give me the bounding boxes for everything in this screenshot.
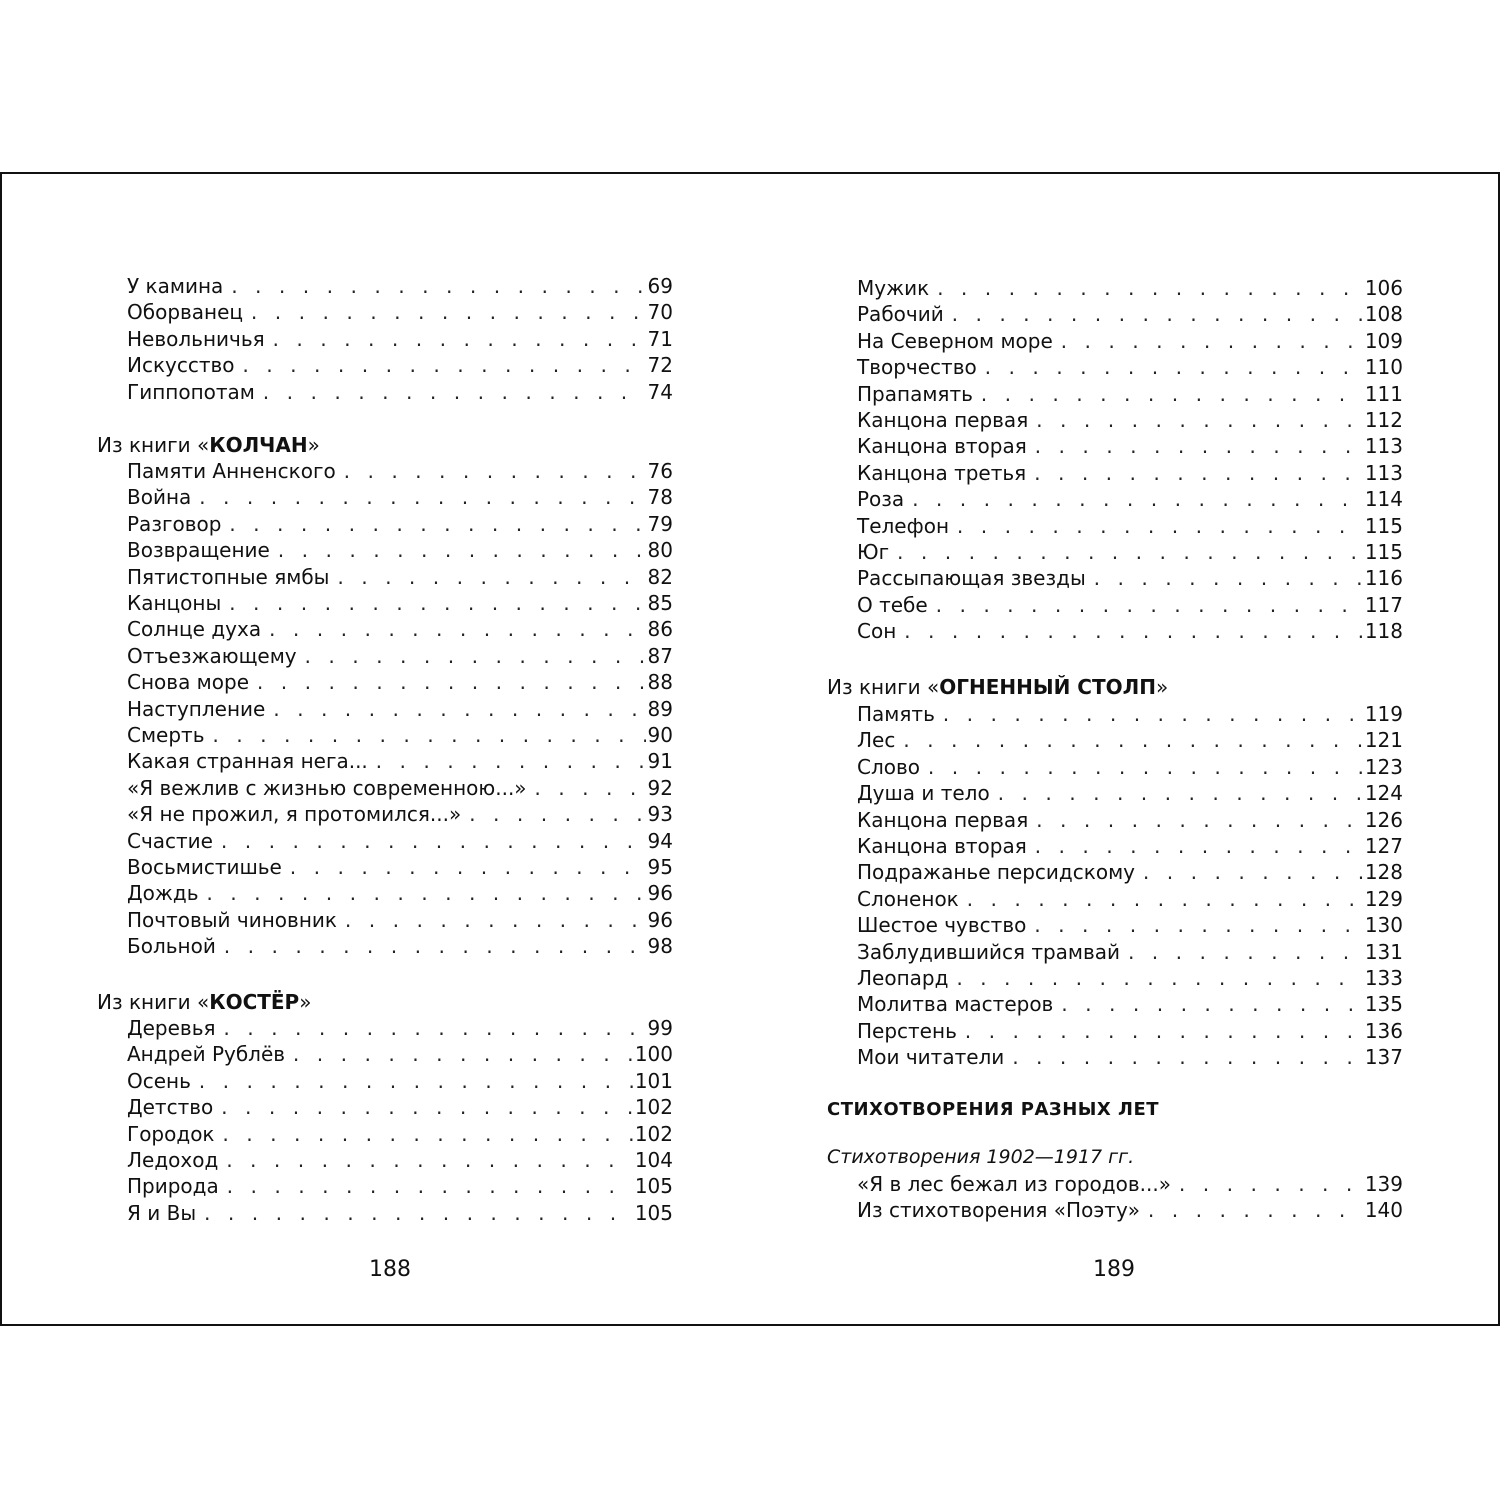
toc-entry-title: Солнце духа	[127, 617, 262, 642]
toc-entry	[127, 299, 673, 325]
toc-entry-page: 88	[647, 670, 673, 695]
toc-entry-title: Ледоход	[127, 1148, 219, 1172]
dot-leader	[291, 1043, 633, 1069]
toc-entry	[127, 1041, 673, 1067]
toc-entry-page: 109	[1364, 328, 1403, 353]
toc-entry	[857, 965, 1403, 991]
dot-leader	[895, 541, 1363, 567]
dot-leader	[271, 328, 646, 354]
toc-entry	[127, 722, 673, 748]
toc-entry	[857, 833, 1403, 859]
toc-entry-page: 116	[1364, 566, 1403, 591]
toc-entry	[127, 379, 673, 405]
toc-entry	[127, 1200, 673, 1226]
dot-leader	[227, 592, 645, 618]
toc-entry-page: 102	[634, 1095, 673, 1120]
toc-entry-title: Разговор	[127, 511, 222, 536]
toc-entry-title: Искусство	[127, 353, 235, 378]
toc-entry-title: Юг	[857, 540, 890, 564]
toc-entry-title: Дождь	[127, 881, 199, 906]
toc-entry-page: 74	[647, 379, 673, 404]
toc-entry-page: 89	[647, 696, 673, 721]
dot-leader	[902, 620, 1363, 646]
dot-leader	[219, 830, 646, 856]
toc-entry-page: 101	[634, 1068, 673, 1093]
toc-entry-title: Гиппопотам	[127, 379, 255, 404]
toc-entry-page: 82	[647, 564, 673, 589]
dot-leader	[1010, 1046, 1363, 1072]
dot-leader	[197, 1070, 633, 1096]
toc-entry-page: 127	[1364, 834, 1403, 858]
dot-leader	[288, 856, 646, 882]
toc-entry-page: 70	[647, 300, 673, 325]
toc-entry-title: Канцона первая	[857, 807, 1029, 832]
toc-entry-page: 104	[634, 1148, 673, 1172]
toc-entry	[857, 912, 1403, 938]
toc-entry-page: 79	[647, 511, 673, 536]
dot-leader	[1059, 330, 1363, 356]
dot-leader	[335, 566, 645, 592]
toc-entry-title: Перстень	[857, 1018, 957, 1043]
toc-entry-page: 139	[1364, 1172, 1403, 1196]
toc-entry-title: Детство	[127, 1095, 214, 1120]
dot-leader	[533, 777, 646, 803]
toc-entry	[127, 801, 673, 827]
toc-entry	[857, 727, 1403, 753]
dot-leader	[211, 724, 646, 750]
toc-entry	[857, 1018, 1403, 1044]
toc-entry-page: 92	[647, 775, 673, 800]
toc-entry-page: 94	[647, 828, 673, 853]
dot-leader	[1177, 1173, 1363, 1199]
dot-leader	[965, 888, 1363, 914]
toc-entry	[127, 828, 673, 854]
toc-entry	[857, 859, 1403, 885]
book-title: КОСТЁР	[209, 990, 300, 1014]
toc-entry-title: Деревья	[127, 1016, 216, 1040]
toc-entry-page: 135	[1364, 992, 1403, 1017]
toc-entry-title: Телефон	[857, 513, 950, 538]
toc-entry-page: 110	[1364, 355, 1403, 380]
toc-entry-title: Сон	[857, 619, 897, 644]
toc-entry-page: 123	[1364, 754, 1403, 779]
dot-leader	[950, 303, 1363, 329]
toc-entry	[127, 880, 673, 906]
toc-entry	[857, 301, 1403, 327]
toc-entry	[857, 539, 1403, 565]
toc-entry	[127, 643, 673, 669]
toc-entry-title: Из стихотворения «Поэту»	[857, 1198, 1141, 1223]
toc-entry	[857, 701, 1403, 727]
toc-entry	[857, 1171, 1403, 1197]
toc-entry-title: О тебе	[857, 592, 928, 617]
toc-entry-page: 102	[634, 1121, 673, 1146]
dot-leader	[221, 1123, 633, 1149]
toc-entry-title: Канцона вторая	[857, 834, 1027, 858]
toc-entry-page: 99	[647, 1016, 673, 1040]
toc-entry-page: 93	[647, 802, 673, 827]
toc-entry-page: 100	[634, 1042, 673, 1067]
dot-leader	[1034, 809, 1363, 835]
dot-leader	[954, 967, 1362, 993]
toc-entry-page: 71	[647, 326, 673, 351]
dot-leader	[225, 1175, 633, 1201]
dot-leader	[1059, 993, 1362, 1019]
toc-entry-title: Память	[857, 702, 935, 726]
page-number: 189	[1093, 1257, 1135, 1282]
dot-leader	[303, 645, 646, 671]
toc-entry-page: 118	[1364, 619, 1403, 644]
dot-leader	[255, 671, 646, 697]
toc-entry-title: Я и Вы	[127, 1200, 197, 1225]
toc-entry-title: Природа	[127, 1174, 219, 1199]
toc-entry	[127, 537, 673, 563]
book-spread	[0, 172, 1500, 1326]
dot-leader	[229, 275, 645, 301]
dot-leader	[1033, 435, 1363, 461]
dot-leader	[227, 513, 645, 539]
toc-entry-page: 105	[634, 1200, 673, 1225]
section-heading-koster	[97, 989, 311, 1015]
toc-entry	[127, 854, 673, 880]
section-prefix: Из книги «	[97, 433, 210, 457]
toc-entry-page: 119	[1364, 702, 1403, 726]
book-title: ОГНЕННЫЙ СТОЛП	[939, 675, 1156, 699]
dot-leader	[261, 381, 646, 407]
toc-entry-title: Канцона вторая	[857, 434, 1027, 459]
dot-leader	[955, 515, 1363, 541]
toc-entry-title: Восьмистишье	[127, 855, 282, 879]
toc-entry	[857, 407, 1403, 433]
toc-entry-title: Почтовый чиновник	[127, 907, 337, 932]
toc-entry	[857, 780, 1403, 806]
toc-entry-title: Канцона третья	[857, 460, 1027, 485]
toc-entry-title: Творчество	[857, 355, 977, 380]
dot-leader	[983, 356, 1363, 382]
toc-entry-title: Слово	[857, 754, 921, 779]
dot-leader	[935, 277, 1363, 303]
section-heading-kolchan	[97, 432, 320, 458]
dot-leader	[926, 756, 1363, 782]
section-suffix: »	[307, 433, 320, 457]
toc-entry-page: 140	[1364, 1198, 1403, 1223]
toc-entry	[857, 354, 1403, 380]
toc-entry-title: Счастие	[127, 828, 213, 853]
toc-entry-title: На Северном море	[857, 328, 1053, 353]
toc-entry-title: Шестое чувство	[857, 913, 1027, 938]
toc-entry-title: «Я не прожил, я протомился...»	[127, 802, 462, 827]
toc-entry-page: 113	[1364, 434, 1403, 459]
toc-entry-page: 126	[1364, 807, 1403, 832]
subsection-heading: Стихотворения 1902—1917 гг.	[827, 1146, 1135, 1168]
toc-entry-page: 96	[647, 907, 673, 932]
toc-entry	[127, 1068, 673, 1094]
dot-leader	[1141, 861, 1363, 887]
dot-leader	[343, 909, 646, 935]
toc-entry	[127, 1094, 673, 1120]
toc-entry-page: 114	[1364, 487, 1403, 512]
dot-leader	[222, 1017, 646, 1043]
toc-entry-page: 136	[1364, 1018, 1403, 1043]
toc-entry	[857, 433, 1403, 459]
toc-entry	[857, 592, 1403, 618]
toc-entry	[857, 328, 1403, 354]
toc-entry-page: 69	[647, 274, 673, 298]
dot-leader	[202, 1202, 633, 1228]
toc-entry-page: 80	[647, 538, 673, 563]
toc-entry-title: Оборванец	[127, 300, 244, 325]
toc-entry-title: Роза	[857, 487, 905, 512]
dot-leader	[224, 1149, 633, 1175]
toc-entry	[127, 616, 673, 642]
toc-entry	[857, 886, 1403, 912]
toc-entry	[127, 590, 673, 616]
toc-entry-title: Снова море	[127, 670, 250, 695]
toc-entry-title: Прапамять	[857, 381, 973, 406]
toc-entry-title: Лес	[857, 728, 896, 753]
toc-entry	[127, 352, 673, 378]
dot-leader	[1034, 409, 1363, 435]
toc-entry-title: Душа и тело	[857, 781, 990, 806]
toc-entry-title: Рабочий	[857, 302, 944, 327]
toc-entry-title: Невольничья	[127, 326, 265, 351]
toc-entry-page: 76	[647, 459, 673, 483]
toc-entry	[857, 513, 1403, 539]
dot-leader	[342, 460, 646, 486]
dot-leader	[467, 803, 645, 829]
dot-leader	[979, 383, 1363, 409]
toc-entry	[857, 381, 1403, 407]
toc-entry-title: Памяти Анненского	[127, 459, 336, 483]
toc-entry-page: 105	[634, 1174, 673, 1199]
toc-entry	[857, 991, 1403, 1017]
toc-entry	[857, 486, 1403, 512]
toc-entry-page: 130	[1364, 913, 1403, 938]
toc-entry	[857, 618, 1403, 644]
dot-leader	[996, 782, 1363, 808]
dot-leader	[374, 750, 646, 776]
toc-entry-title: «Я вежлив с жизнью современною...»	[127, 775, 527, 800]
toc-entry	[857, 275, 1403, 301]
toc-entry-page: 128	[1364, 860, 1403, 885]
toc-entry	[127, 326, 673, 352]
toc-entry-page: 113	[1364, 460, 1403, 485]
dot-leader	[219, 1096, 633, 1122]
toc-entry	[127, 484, 673, 510]
dot-leader	[1032, 914, 1362, 940]
toc-entry-title: Подражанье персидскому	[857, 860, 1135, 885]
toc-entry-title: Слоненок	[857, 886, 959, 911]
toc-entry-page: 85	[647, 591, 673, 615]
toc-entry-title: Возвращение	[127, 538, 270, 563]
toc-entry-page: 86	[647, 617, 673, 642]
toc-entry	[857, 460, 1403, 486]
toc-entry-page: 87	[647, 643, 673, 668]
toc-entry	[127, 933, 673, 959]
toc-entry-title: Отъезжающему	[127, 643, 297, 668]
section-heading-ognenny-stolp	[827, 674, 1168, 700]
toc-entry-title: Смерть	[127, 723, 205, 747]
dot-leader	[941, 703, 1363, 729]
toc-entry-page: 106	[1364, 276, 1403, 300]
toc-entry-title: Пятистопные ямбы	[127, 564, 330, 589]
toc-entry	[857, 939, 1403, 965]
dot-leader	[205, 882, 646, 908]
section-suffix: »	[299, 990, 312, 1014]
toc-entry-title: Мужик	[857, 276, 930, 300]
toc-entry-page: 108	[1364, 302, 1403, 327]
toc-entry	[127, 1173, 673, 1199]
toc-entry-page: 112	[1364, 408, 1403, 432]
dot-leader	[271, 698, 645, 724]
dot-leader	[963, 1020, 1363, 1046]
toc-entry-title: Канцоны	[127, 591, 222, 615]
toc-entry-title: «Я в лес бежал из городов...»	[857, 1172, 1171, 1196]
dot-leader	[276, 539, 646, 565]
toc-entry-title: Андрей Рублёв	[127, 1042, 286, 1067]
toc-entry	[127, 748, 673, 774]
toc-entry	[127, 1121, 673, 1147]
book-title: КОЛЧАН	[209, 433, 308, 457]
toc-entry	[857, 565, 1403, 591]
toc-entry-page: 96	[647, 881, 673, 906]
toc-entry-page: 95	[647, 855, 673, 879]
toc-entry-title: Заблудившийся трамвай	[857, 939, 1121, 964]
toc-entry-page: 72	[647, 353, 673, 378]
toc-entry	[127, 907, 673, 933]
dot-leader	[1092, 567, 1363, 593]
toc-entry-page: 124	[1364, 781, 1403, 806]
toc-entry-page: 121	[1364, 728, 1403, 753]
toc-entry	[857, 754, 1403, 780]
toc-entry	[127, 1147, 673, 1173]
toc-entry	[127, 458, 673, 484]
toc-entry	[127, 669, 673, 695]
dot-leader	[1146, 1199, 1363, 1225]
toc-entry-page: 115	[1364, 540, 1403, 564]
toc-entry-title: Молитва мастеров	[857, 992, 1054, 1017]
toc-entry-title: Канцона первая	[857, 408, 1029, 432]
toc-entry-page: 78	[647, 485, 673, 510]
page-number: 188	[369, 1257, 411, 1282]
toc-entry-title: Мои читатели	[857, 1045, 1005, 1070]
dot-leader	[1126, 941, 1363, 967]
section-suffix: »	[1155, 675, 1169, 699]
section-heading-raznyh-let: СТИХОТВОРЕНИЯ РАЗНЫХ ЛЕТ	[827, 1099, 1160, 1120]
section-prefix: Из книги «	[97, 990, 210, 1014]
toc-entry-page: 137	[1364, 1045, 1403, 1070]
dot-leader	[241, 354, 646, 380]
toc-entry	[127, 696, 673, 722]
dot-leader	[910, 488, 1363, 514]
toc-entry-page: 111	[1364, 381, 1403, 406]
toc-entry	[127, 775, 673, 801]
toc-entry-title: Больной	[127, 934, 216, 959]
toc-entry-title: У камина	[127, 274, 224, 298]
dot-leader	[249, 301, 646, 327]
toc-entry	[127, 273, 673, 299]
dot-leader	[197, 486, 645, 512]
dot-leader	[934, 594, 1363, 620]
toc-entry-title: Наступление	[127, 696, 266, 721]
toc-entry-title: Городок	[127, 1121, 215, 1146]
dot-leader	[901, 729, 1362, 755]
toc-entry-title: Осень	[127, 1068, 191, 1093]
toc-entry-page: 133	[1364, 966, 1403, 990]
dot-leader	[222, 935, 646, 961]
dot-leader	[267, 618, 645, 644]
toc-entry-page: 98	[647, 934, 673, 959]
toc-entry	[857, 807, 1403, 833]
toc-entry-title: Рассыпающая звезды	[857, 566, 1086, 591]
toc-entry-page: 115	[1364, 513, 1403, 538]
toc-entry	[857, 1044, 1403, 1070]
toc-entry-title: Какая странная нега...	[127, 749, 368, 774]
toc-entry-page: 131	[1364, 939, 1403, 964]
dot-leader	[1032, 462, 1363, 488]
toc-entry	[857, 1197, 1403, 1223]
toc-entry	[127, 564, 673, 590]
toc-entry-page: 129	[1364, 886, 1403, 911]
dot-leader	[1033, 835, 1363, 861]
toc-entry-page: 117	[1364, 592, 1403, 617]
toc-entry	[127, 1015, 673, 1041]
toc-entry-page: 91	[647, 749, 673, 774]
section-prefix: Из книги «	[827, 675, 940, 699]
toc-entry-page: 90	[647, 723, 673, 747]
toc-entry-title: Леопард	[857, 966, 949, 990]
toc-entry-title: Война	[127, 485, 192, 510]
toc-entry	[127, 511, 673, 537]
